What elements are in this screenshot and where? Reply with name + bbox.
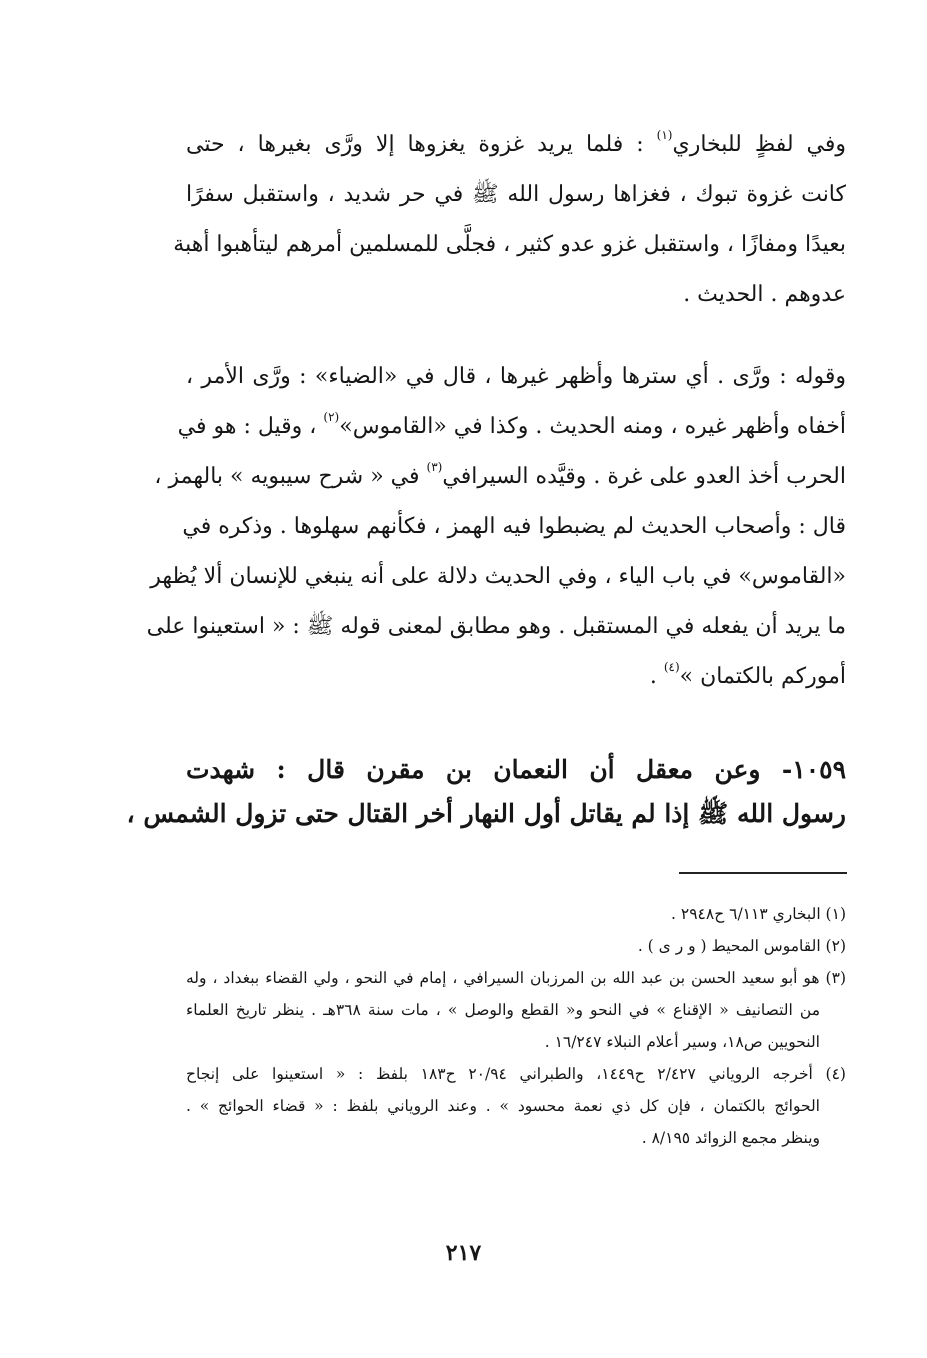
text-line: بعيدًا ومفازًا ، واستقبل غزو عدو كثير ، فجلَّى للمسلمين أمرهم ليتأهبوا أهبة: [173, 232, 846, 257]
text-line: عدوهم . الحديث .: [683, 282, 846, 307]
line-text: أموركم بالكتمان »: [679, 664, 846, 689]
page-number: ٢١٧: [445, 1240, 482, 1266]
footnote-line: النحويين ص١٨، وسير أعلام النبلاء ١٦/٢٤٧ .: [544, 1033, 820, 1051]
line-text: الحرب أخذ العدو على غرة . وقيَّده السيرافي: [442, 464, 846, 489]
text-line: «القاموس» في باب الياء ، وفي الحديث دلالة على أنه ينبغي للإنسان ألا يُظهر: [150, 564, 846, 589]
line-text: : فلما يريد غزوة يغزوها إلا ورَّى بغيرها ، حتى: [186, 132, 657, 157]
footnote-ref[interactable]: (٤): [663, 660, 680, 674]
footnote-divider: [679, 872, 847, 874]
footnote-line: (٣) هو أبو سعيد الحسن بن عبد الله بن المرزبان السيرافي ، إمام في النحو ، ولي القضاء ببغداد ، وله: [186, 969, 846, 987]
footnote-ref[interactable]: (١): [656, 128, 673, 142]
hadith-heading: [126, 748, 846, 836]
footnotes: [186, 898, 846, 1154]
line-text: أخفاه وأظهر غيره ، ومنه الحديث . وكذا في «القاموس»: [339, 414, 846, 439]
heading-line: رسول الله ﷺ إذا لم يقاتل أول النهار أخر القتال حتى تزول الشمس ،: [126, 799, 846, 828]
footnote-ref[interactable]: (٢): [323, 410, 340, 424]
footnote-line: الحوائج بالكتمان ، فإن كل ذي نعمة محسود » . وعند الروياني بلفظ : « قضاء الحوائج » .: [186, 1097, 820, 1115]
paragraph-1: [173, 120, 847, 320]
text-line: [154, 452, 846, 502]
footnote-line: (٤) أخرجه الروياني ٢/٤٢٧ ح١٤٤٩، والطبراني ٢٠/٩٤ ح١٨٣ بلفظ : « استعينوا على إنجاح: [186, 1065, 846, 1083]
text-line: ما يريد أن يفعله في المستقبل . وهو مطابق لمعنى قوله ﷺ : « استعينوا على: [146, 614, 846, 639]
heading-line: ١٠٥٩- وعن معقل أن النعمان بن مقرن قال : شهدت: [186, 755, 846, 784]
text-line: قال : وأصحاب الحديث لم يضبطوا فيه الهمز ، فكأنهم سهلوها . وذكره في: [182, 514, 846, 539]
line-text: وفي لفظٍ للبخاري: [672, 132, 847, 157]
footnote-line: (١) البخاري ٦/١١٣ ح٢٩٤٨ .: [671, 905, 846, 923]
footnote-ref[interactable]: (٣): [426, 460, 443, 474]
footnote-line: وينظر مجمع الزوائد ٨/١٩٥ .: [641, 1129, 820, 1147]
text-line: وقوله : ورَّى . أي سترها وأظهر غيرها ، قال في «الضياء» : ورَّى الأمر ،: [186, 364, 846, 389]
line-text: .: [649, 664, 664, 689]
paragraph-2: [146, 352, 846, 702]
text-line: [186, 652, 846, 702]
text-line: كانت غزوة تبوك ، فغزاها رسول الله ﷺ في حر شديد ، واستقبل سفرًا: [186, 182, 846, 207]
footnote-line: من التصانيف « الإقناع » في النحو و« القطع والوصل » ، مات سنة ٣٦٨هـ . ينظر تاريخ العلماء: [186, 1001, 820, 1019]
text-line: [186, 120, 846, 170]
footnote-line: (٢) القاموس المحيط ( و ر ى ) .: [637, 937, 846, 955]
text-line: [177, 402, 846, 452]
line-text: ، وقيل : هو في: [177, 414, 324, 439]
line-text: في « شرح سيبويه » بالهمز ،: [154, 464, 427, 489]
